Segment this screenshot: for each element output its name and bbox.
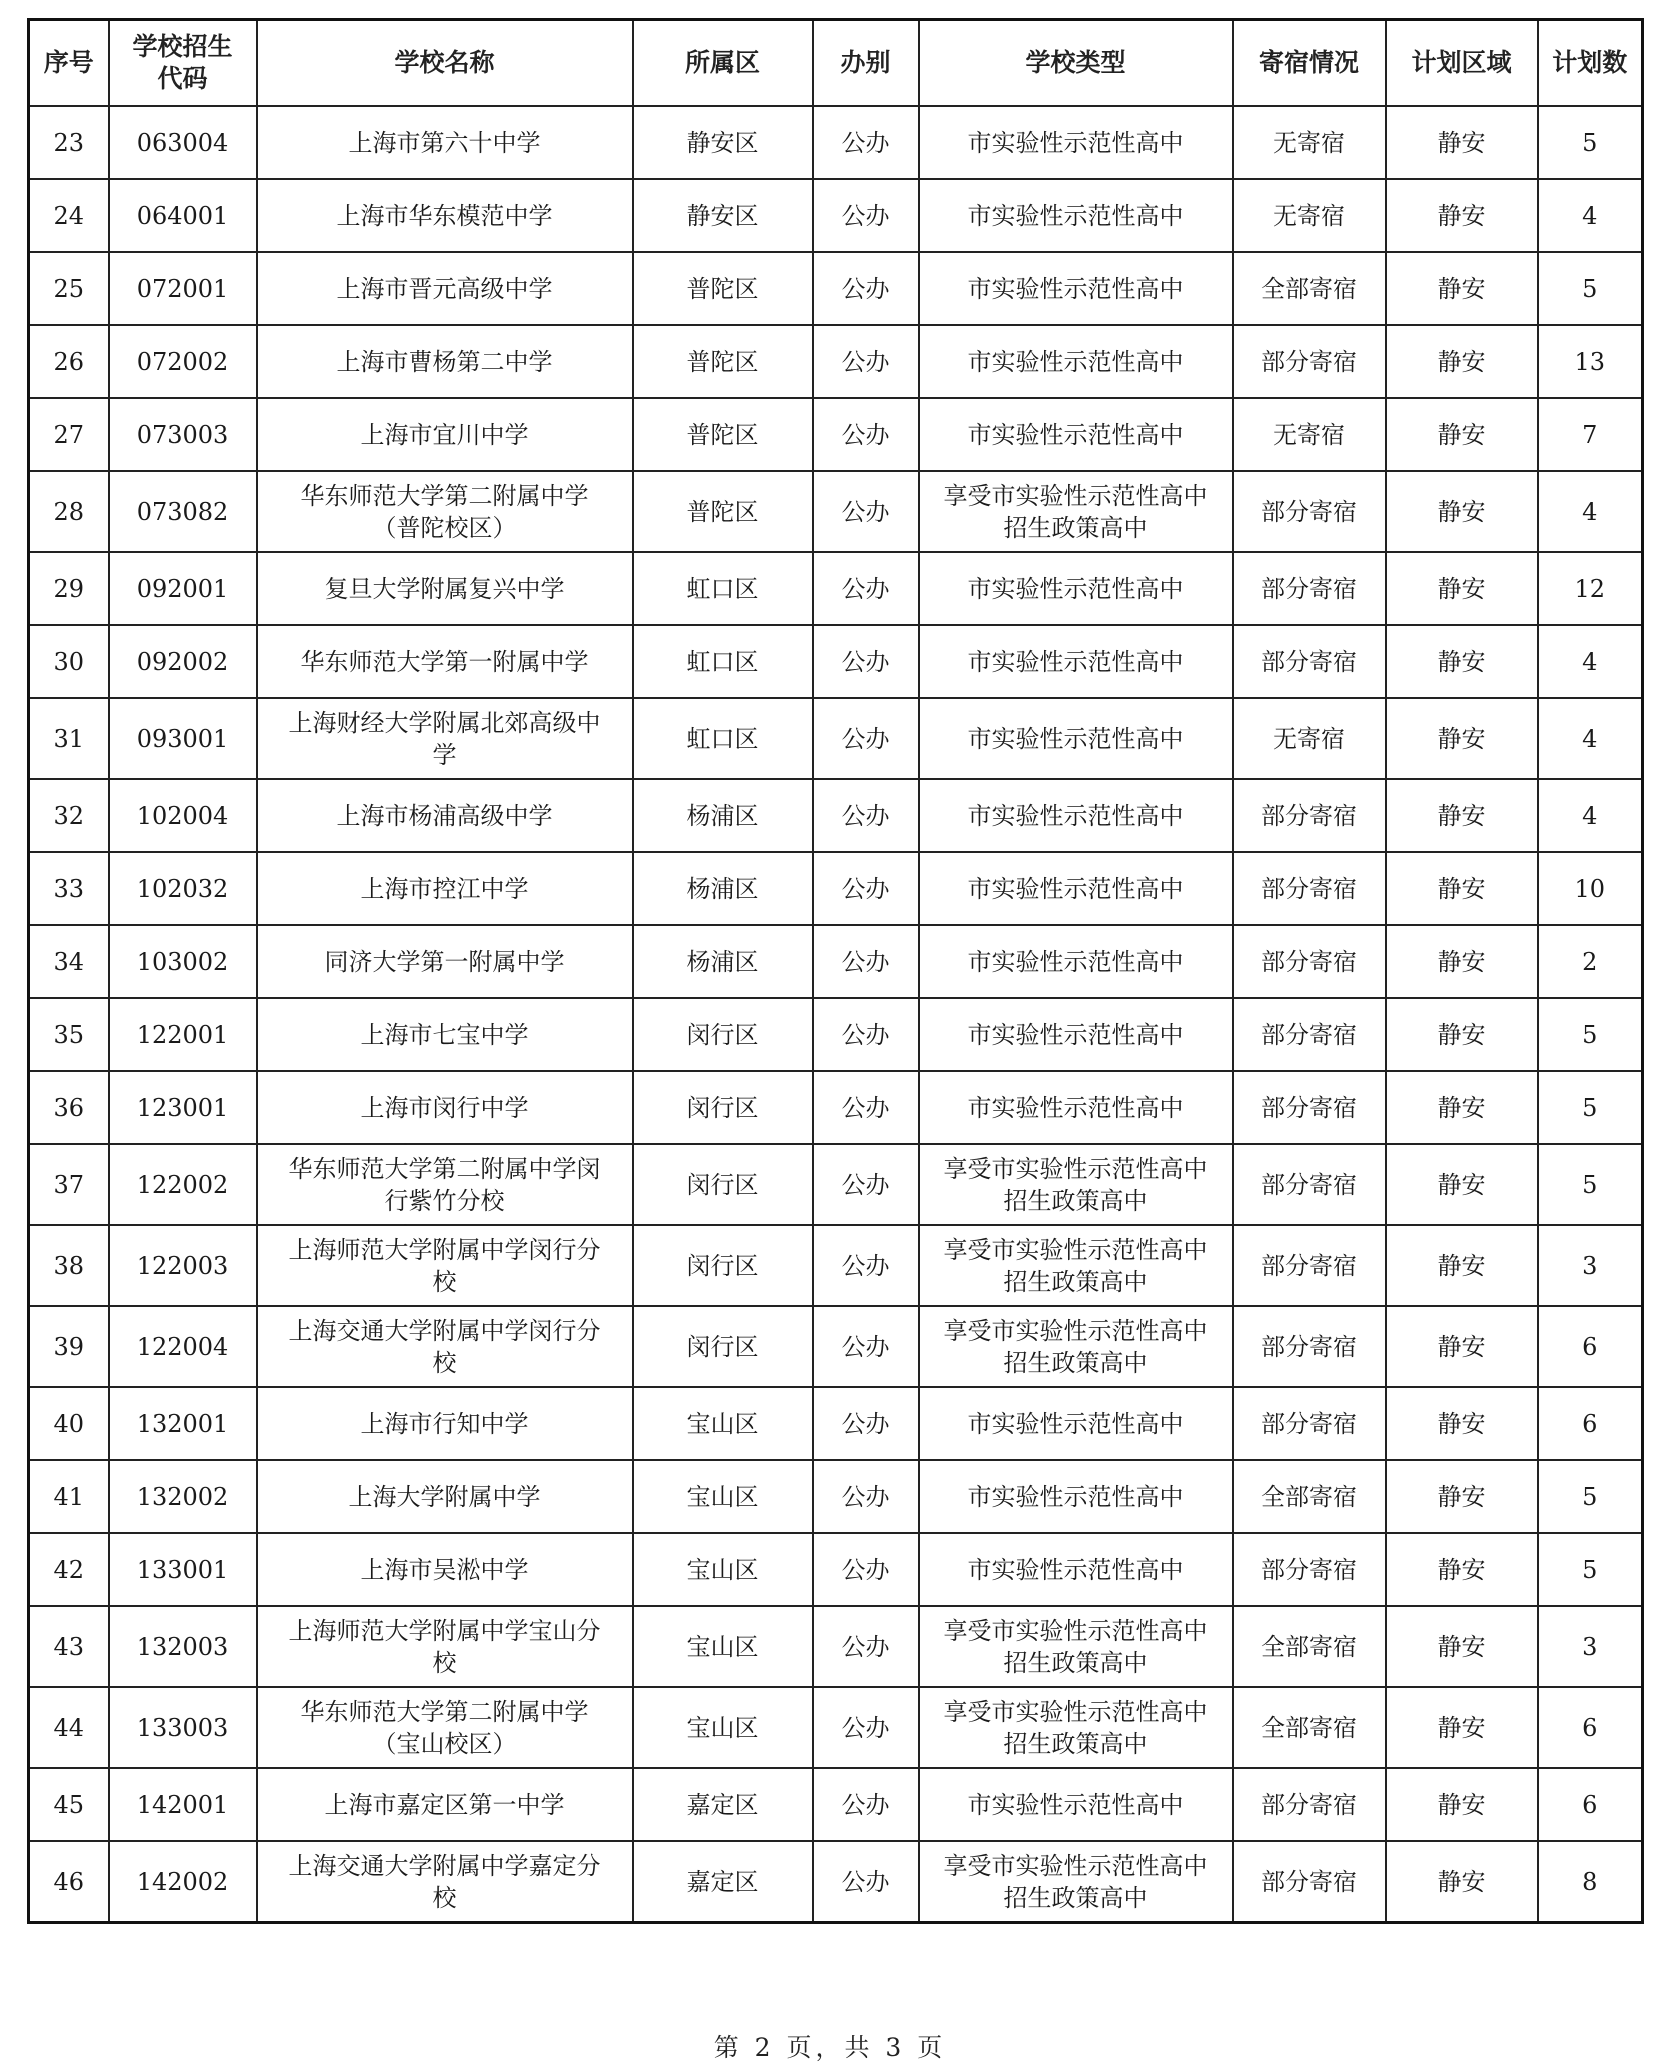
cell-area: 静安	[1386, 179, 1538, 252]
cell-name: 华东师范大学第二附属中学闵行紫竹分校	[257, 1144, 633, 1225]
cell-quota: 13	[1538, 325, 1643, 398]
table-row	[29, 1225, 1643, 1306]
cell-ownership: 公办	[813, 552, 919, 625]
table-row	[29, 779, 1643, 852]
cell-district: 虹口区	[633, 698, 813, 779]
cell-code: 093001	[109, 698, 257, 779]
cell-ownership: 公办	[813, 252, 919, 325]
cell-type: 市实验性示范性高中	[919, 779, 1233, 852]
cell-area: 静安	[1386, 1225, 1538, 1306]
table-row	[29, 398, 1643, 471]
cell-type: 市实验性示范性高中	[919, 852, 1233, 925]
cell-quota: 8	[1538, 1841, 1643, 1923]
cell-district: 普陀区	[633, 252, 813, 325]
cell-seq: 42	[29, 1533, 109, 1606]
cell-quota: 5	[1538, 1460, 1643, 1533]
cell-quota: 5	[1538, 252, 1643, 325]
cell-area: 静安	[1386, 1687, 1538, 1768]
table-row	[29, 852, 1643, 925]
table-row	[29, 1144, 1643, 1225]
cell-type: 市实验性示范性高中	[919, 1071, 1233, 1144]
header-name: 学校名称	[257, 20, 633, 107]
cell-ownership: 公办	[813, 779, 919, 852]
cell-type: 市实验性示范性高中	[919, 398, 1233, 471]
cell-seq: 23	[29, 106, 109, 179]
cell-area: 静安	[1386, 925, 1538, 998]
cell-seq: 34	[29, 925, 109, 998]
cell-type: 享受市实验性示范性高中招生政策高中	[919, 1144, 1233, 1225]
cell-code: 092001	[109, 552, 257, 625]
cell-ownership: 公办	[813, 398, 919, 471]
cell-type: 市实验性示范性高中	[919, 179, 1233, 252]
table-row	[29, 179, 1643, 252]
cell-quota: 7	[1538, 398, 1643, 471]
cell-area: 静安	[1386, 1387, 1538, 1460]
cell-code: 132001	[109, 1387, 257, 1460]
cell-code: 122004	[109, 1306, 257, 1387]
header-district: 所属区	[633, 20, 813, 107]
cell-name: 上海市行知中学	[257, 1387, 633, 1460]
cell-district: 嘉定区	[633, 1768, 813, 1841]
cell-type: 市实验性示范性高中	[919, 106, 1233, 179]
cell-type: 市实验性示范性高中	[919, 1768, 1233, 1841]
table-row	[29, 252, 1643, 325]
cell-name: 上海市晋元高级中学	[257, 252, 633, 325]
cell-boarding: 部分寄宿	[1233, 779, 1386, 852]
table-row	[29, 1306, 1643, 1387]
cell-district: 普陀区	[633, 471, 813, 552]
cell-seq: 28	[29, 471, 109, 552]
cell-name: 上海市杨浦高级中学	[257, 779, 633, 852]
cell-ownership: 公办	[813, 325, 919, 398]
table-body	[29, 106, 1643, 1923]
cell-ownership: 公办	[813, 1460, 919, 1533]
cell-code: 073082	[109, 471, 257, 552]
cell-ownership: 公办	[813, 1306, 919, 1387]
table-row	[29, 1071, 1643, 1144]
cell-boarding: 部分寄宿	[1233, 998, 1386, 1071]
header-code: 学校招生代码	[109, 20, 257, 107]
header-area: 计划区域	[1386, 20, 1538, 107]
header-boarding: 寄宿情况	[1233, 20, 1386, 107]
cell-name: 上海市第六十中学	[257, 106, 633, 179]
cell-seq: 40	[29, 1387, 109, 1460]
cell-area: 静安	[1386, 852, 1538, 925]
cell-code: 142001	[109, 1768, 257, 1841]
cell-name: 上海交通大学附属中学闵行分校	[257, 1306, 633, 1387]
cell-code: 133003	[109, 1687, 257, 1768]
cell-type: 享受市实验性示范性高中招生政策高中	[919, 1306, 1233, 1387]
cell-seq: 29	[29, 552, 109, 625]
cell-type: 市实验性示范性高中	[919, 925, 1233, 998]
cell-type: 市实验性示范性高中	[919, 552, 1233, 625]
cell-quota: 5	[1538, 1071, 1643, 1144]
cell-name: 上海财经大学附属北郊高级中学	[257, 698, 633, 779]
cell-type: 市实验性示范性高中	[919, 998, 1233, 1071]
cell-name: 上海市吴淞中学	[257, 1533, 633, 1606]
header-quota: 计划数	[1538, 20, 1643, 107]
cell-boarding: 部分寄宿	[1233, 1387, 1386, 1460]
cell-district: 静安区	[633, 179, 813, 252]
cell-district: 虹口区	[633, 625, 813, 698]
header-ownership: 办别	[813, 20, 919, 107]
cell-quota: 4	[1538, 698, 1643, 779]
cell-area: 静安	[1386, 552, 1538, 625]
cell-ownership: 公办	[813, 1687, 919, 1768]
cell-boarding: 部分寄宿	[1233, 1071, 1386, 1144]
cell-boarding: 部分寄宿	[1233, 325, 1386, 398]
cell-boarding: 无寄宿	[1233, 179, 1386, 252]
cell-quota: 12	[1538, 552, 1643, 625]
cell-district: 静安区	[633, 106, 813, 179]
cell-name: 同济大学第一附属中学	[257, 925, 633, 998]
cell-area: 静安	[1386, 398, 1538, 471]
cell-quota: 5	[1538, 998, 1643, 1071]
cell-area: 静安	[1386, 1144, 1538, 1225]
cell-area: 静安	[1386, 1841, 1538, 1923]
cell-seq: 30	[29, 625, 109, 698]
table-row	[29, 1606, 1643, 1687]
cell-seq: 45	[29, 1768, 109, 1841]
cell-area: 静安	[1386, 106, 1538, 179]
cell-name: 华东师范大学第二附属中学（普陀校区）	[257, 471, 633, 552]
cell-seq: 38	[29, 1225, 109, 1306]
cell-ownership: 公办	[813, 1071, 919, 1144]
table-row	[29, 471, 1643, 552]
header-type: 学校类型	[919, 20, 1233, 107]
table-row	[29, 925, 1643, 998]
cell-seq: 46	[29, 1841, 109, 1923]
cell-seq: 41	[29, 1460, 109, 1533]
cell-seq: 31	[29, 698, 109, 779]
cell-ownership: 公办	[813, 106, 919, 179]
cell-seq: 25	[29, 252, 109, 325]
cell-name: 上海交通大学附属中学嘉定分校	[257, 1841, 633, 1923]
cell-name: 上海市七宝中学	[257, 998, 633, 1071]
cell-code: 142002	[109, 1841, 257, 1923]
cell-ownership: 公办	[813, 998, 919, 1071]
cell-quota: 4	[1538, 625, 1643, 698]
cell-quota: 6	[1538, 1687, 1643, 1768]
cell-district: 闵行区	[633, 998, 813, 1071]
cell-boarding: 无寄宿	[1233, 698, 1386, 779]
cell-code: 133001	[109, 1533, 257, 1606]
cell-area: 静安	[1386, 1460, 1538, 1533]
cell-area: 静安	[1386, 1533, 1538, 1606]
cell-type: 市实验性示范性高中	[919, 1460, 1233, 1533]
cell-code: 132003	[109, 1606, 257, 1687]
cell-district: 宝山区	[633, 1606, 813, 1687]
cell-name: 上海市华东模范中学	[257, 179, 633, 252]
cell-ownership: 公办	[813, 1606, 919, 1687]
cell-code: 072002	[109, 325, 257, 398]
cell-district: 嘉定区	[633, 1841, 813, 1923]
table-row	[29, 1460, 1643, 1533]
cell-district: 宝山区	[633, 1387, 813, 1460]
table-row	[29, 698, 1643, 779]
cell-quota: 6	[1538, 1768, 1643, 1841]
cell-seq: 27	[29, 398, 109, 471]
cell-name: 上海市曹杨第二中学	[257, 325, 633, 398]
cell-area: 静安	[1386, 252, 1538, 325]
cell-ownership: 公办	[813, 1768, 919, 1841]
cell-district: 闵行区	[633, 1306, 813, 1387]
cell-code: 092002	[109, 625, 257, 698]
table-header-row	[29, 20, 1643, 107]
cell-quota: 4	[1538, 471, 1643, 552]
cell-quota: 10	[1538, 852, 1643, 925]
header-seq: 序号	[29, 20, 109, 107]
cell-ownership: 公办	[813, 1841, 919, 1923]
cell-code: 132002	[109, 1460, 257, 1533]
cell-seq: 37	[29, 1144, 109, 1225]
cell-area: 静安	[1386, 1768, 1538, 1841]
cell-seq: 32	[29, 779, 109, 852]
cell-area: 静安	[1386, 1071, 1538, 1144]
cell-ownership: 公办	[813, 925, 919, 998]
cell-code: 102032	[109, 852, 257, 925]
cell-district: 宝山区	[633, 1687, 813, 1768]
cell-seq: 44	[29, 1687, 109, 1768]
cell-district: 宝山区	[633, 1533, 813, 1606]
cell-quota: 4	[1538, 179, 1643, 252]
cell-quota: 5	[1538, 1144, 1643, 1225]
cell-district: 杨浦区	[633, 925, 813, 998]
cell-district: 宝山区	[633, 1460, 813, 1533]
cell-type: 市实验性示范性高中	[919, 625, 1233, 698]
cell-boarding: 部分寄宿	[1233, 1533, 1386, 1606]
cell-boarding: 部分寄宿	[1233, 1768, 1386, 1841]
cell-code: 103002	[109, 925, 257, 998]
cell-type: 市实验性示范性高中	[919, 325, 1233, 398]
cell-quota: 4	[1538, 779, 1643, 852]
cell-district: 普陀区	[633, 398, 813, 471]
cell-district: 闵行区	[633, 1144, 813, 1225]
cell-type: 市实验性示范性高中	[919, 698, 1233, 779]
cell-code: 122003	[109, 1225, 257, 1306]
cell-boarding: 部分寄宿	[1233, 1306, 1386, 1387]
cell-district: 杨浦区	[633, 852, 813, 925]
table-row	[29, 625, 1643, 698]
cell-boarding: 部分寄宿	[1233, 471, 1386, 552]
table-row	[29, 1533, 1643, 1606]
cell-name: 上海大学附属中学	[257, 1460, 633, 1533]
cell-district: 虹口区	[633, 552, 813, 625]
cell-name: 上海市控江中学	[257, 852, 633, 925]
cell-type: 享受市实验性示范性高中招生政策高中	[919, 1841, 1233, 1923]
cell-code: 072001	[109, 252, 257, 325]
cell-code: 073003	[109, 398, 257, 471]
cell-district: 闵行区	[633, 1225, 813, 1306]
cell-quota: 6	[1538, 1306, 1643, 1387]
cell-ownership: 公办	[813, 625, 919, 698]
cell-name: 上海市嘉定区第一中学	[257, 1768, 633, 1841]
cell-boarding: 部分寄宿	[1233, 1225, 1386, 1306]
cell-name: 上海市闵行中学	[257, 1071, 633, 1144]
cell-boarding: 部分寄宿	[1233, 1144, 1386, 1225]
cell-seq: 43	[29, 1606, 109, 1687]
cell-boarding: 无寄宿	[1233, 398, 1386, 471]
cell-quota: 3	[1538, 1225, 1643, 1306]
cell-ownership: 公办	[813, 1225, 919, 1306]
cell-boarding: 部分寄宿	[1233, 925, 1386, 998]
cell-ownership: 公办	[813, 1144, 919, 1225]
cell-name: 华东师范大学第一附属中学	[257, 625, 633, 698]
cell-ownership: 公办	[813, 471, 919, 552]
cell-seq: 36	[29, 1071, 109, 1144]
cell-ownership: 公办	[813, 179, 919, 252]
cell-name: 华东师范大学第二附属中学（宝山校区）	[257, 1687, 633, 1768]
cell-seq: 26	[29, 325, 109, 398]
page-number: 第 2 页，共 3 页	[713, 2033, 947, 2062]
cell-boarding: 部分寄宿	[1233, 852, 1386, 925]
cell-quota: 5	[1538, 1533, 1643, 1606]
cell-ownership: 公办	[813, 1387, 919, 1460]
table-row	[29, 106, 1643, 179]
cell-area: 静安	[1386, 1306, 1538, 1387]
cell-code: 063004	[109, 106, 257, 179]
cell-district: 杨浦区	[633, 779, 813, 852]
cell-quota: 2	[1538, 925, 1643, 998]
cell-name: 上海市宜川中学	[257, 398, 633, 471]
cell-ownership: 公办	[813, 698, 919, 779]
cell-area: 静安	[1386, 325, 1538, 398]
table-row	[29, 552, 1643, 625]
cell-type: 市实验性示范性高中	[919, 252, 1233, 325]
cell-seq: 24	[29, 179, 109, 252]
cell-type: 享受市实验性示范性高中招生政策高中	[919, 471, 1233, 552]
cell-seq: 39	[29, 1306, 109, 1387]
table-row	[29, 1387, 1643, 1460]
cell-boarding: 无寄宿	[1233, 106, 1386, 179]
cell-code: 123001	[109, 1071, 257, 1144]
cell-boarding: 部分寄宿	[1233, 625, 1386, 698]
cell-code: 102004	[109, 779, 257, 852]
table-row	[29, 998, 1643, 1071]
cell-boarding: 部分寄宿	[1233, 552, 1386, 625]
cell-code: 122002	[109, 1144, 257, 1225]
cell-area: 静安	[1386, 998, 1538, 1071]
table-row	[29, 325, 1643, 398]
cell-name: 上海师范大学附属中学闵行分校	[257, 1225, 633, 1306]
cell-code: 064001	[109, 179, 257, 252]
enrollment-plan-table	[27, 18, 1644, 1924]
cell-district: 闵行区	[633, 1071, 813, 1144]
cell-boarding: 部分寄宿	[1233, 1841, 1386, 1923]
cell-quota: 3	[1538, 1606, 1643, 1687]
table-row	[29, 1841, 1643, 1923]
cell-type: 享受市实验性示范性高中招生政策高中	[919, 1687, 1233, 1768]
cell-boarding: 全部寄宿	[1233, 252, 1386, 325]
cell-name: 复旦大学附属复兴中学	[257, 552, 633, 625]
cell-area: 静安	[1386, 471, 1538, 552]
cell-ownership: 公办	[813, 852, 919, 925]
table-row	[29, 1768, 1643, 1841]
cell-type: 市实验性示范性高中	[919, 1387, 1233, 1460]
cell-type: 享受市实验性示范性高中招生政策高中	[919, 1225, 1233, 1306]
cell-ownership: 公办	[813, 1533, 919, 1606]
cell-boarding: 全部寄宿	[1233, 1606, 1386, 1687]
cell-seq: 33	[29, 852, 109, 925]
cell-area: 静安	[1386, 698, 1538, 779]
cell-seq: 35	[29, 998, 109, 1071]
cell-quota: 6	[1538, 1387, 1643, 1460]
cell-area: 静安	[1386, 1606, 1538, 1687]
cell-code: 122001	[109, 998, 257, 1071]
cell-type: 市实验性示范性高中	[919, 1533, 1233, 1606]
cell-district: 普陀区	[633, 325, 813, 398]
cell-type: 享受市实验性示范性高中招生政策高中	[919, 1606, 1233, 1687]
cell-area: 静安	[1386, 779, 1538, 852]
cell-name: 上海师范大学附属中学宝山分校	[257, 1606, 633, 1687]
cell-quota: 5	[1538, 106, 1643, 179]
cell-boarding: 全部寄宿	[1233, 1460, 1386, 1533]
cell-boarding: 全部寄宿	[1233, 1687, 1386, 1768]
table-row	[29, 1687, 1643, 1768]
cell-area: 静安	[1386, 625, 1538, 698]
